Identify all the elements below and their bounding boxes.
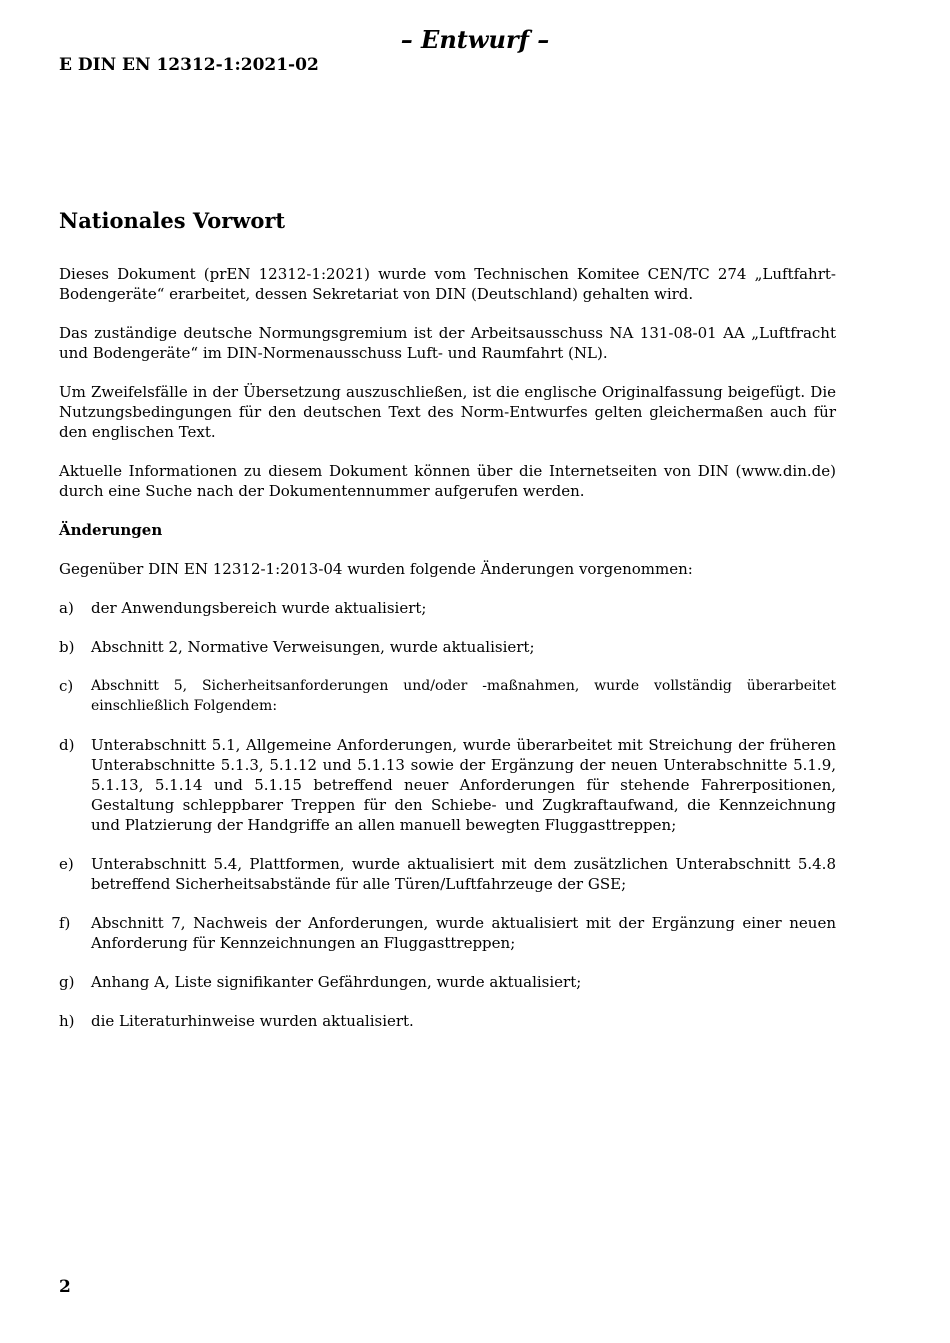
list-item: [59, 854, 836, 894]
list-item: [59, 637, 836, 657]
draft-mark: – Entwurf –: [400, 25, 550, 54]
list-item-text: Abschnitt 7, Nachweis der Anforderungen, wurde aktualisiert mit der Ergänzung einer neuen Anforderung für Kennzeichnungen an Fluggasttreppen;: [91, 914, 836, 952]
page-content: [59, 207, 836, 1050]
list-item: [59, 676, 836, 716]
section-title: Nationales Vorwort: [59, 208, 286, 233]
changes-list: [59, 598, 836, 1031]
list-marker: h): [59, 1012, 75, 1030]
list-marker: c): [59, 677, 74, 695]
list-marker: a): [59, 599, 74, 617]
list-marker: f): [59, 914, 71, 932]
paragraph-committee: Dieses Dokument (prEN 12312-1:2021) wurde vom Technischen Komitee CEN/TC 274 „Luftfahrt-Bodengeräte“ erarbeitet, dessen Sekretariat von DIN (Deutschland) gehalten wird.: [59, 265, 836, 303]
paragraph-current-info: Aktuelle Informationen zu diesem Dokument können über die Internetseiten von DIN (www.din.de) durch eine Suche nach der Dokumentennummer aufgerufen werden.: [59, 462, 836, 500]
list-item-text: Unterabschnitt 5.4, Plattformen, wurde aktualisiert mit dem zusätzlichen Unterabschnitt 5.4.8 betreffend Sicherheitsabstände für alle Türen/Luftfahrzeuge der GSE;: [91, 855, 836, 893]
changes-heading: Änderungen: [59, 521, 163, 539]
list-item-text: die Literaturhinweise wurden aktualisiert.: [91, 1012, 414, 1030]
list-marker: g): [59, 973, 75, 991]
list-item-text: Anhang A, Liste signifikanter Gefährdungen, wurde aktualisiert;: [91, 973, 582, 991]
paragraph-translation: Um Zweifelsfälle in der Übersetzung auszuschließen, ist die englische Originalfassung beigefügt. Die Nutzungsbedingungen für den deutschen Text des Norm-Entwurfes gelten gleichermaßen auch für den englischen Text.: [59, 383, 836, 441]
list-marker: b): [59, 638, 75, 656]
document-id: E DIN EN 12312-1:2021-02: [59, 55, 319, 75]
list-item-text: Unterabschnitt 5.1, Allgemeine Anforderungen, wurde überarbeitet mit Streichung der früheren Unterabschnitte 5.1.3, 5.1.12 und 5.1.13 sowie der Ergänzung der neuen Unterabschnitte 5.1.9, 5.1.13, 5.1.14 und 5.1.15 betreffend neuer Anforderungen für stehende Fahrerpositionen, Gestaltung schleppbarer Treppen für den Schiebe- und Zugkraftaufwand, die Kennzeichnung und Platzierung der Handgriffe an allen manuell bewegten Fluggasttreppen;: [91, 736, 836, 834]
list-item: [59, 735, 836, 835]
list-item: [59, 972, 836, 992]
list-item-text: Abschnitt 5, Sicherheitsanforderungen und/oder -maßnahmen, wurde vollständig überarbeitet einschließlich Folgendem:: [91, 678, 836, 714]
list-item: [59, 913, 836, 953]
paragraph-standards-body: Das zuständige deutsche Normungsgremium ist der Arbeitsausschuss NA 131-08-01 AA „Luftfracht und Bodengeräte“ im DIN-Normenausschuss Luft- und Raumfahrt (NL).: [59, 324, 836, 362]
list-item: [59, 1011, 836, 1031]
list-marker: d): [59, 736, 75, 754]
list-item-text: der Anwendungsbereich wurde aktualisiert;: [91, 599, 427, 617]
list-item-text: Abschnitt 2, Normative Verweisungen, wurde aktualisiert;: [91, 638, 535, 656]
page-number: 2: [59, 1277, 71, 1297]
changes-intro: Gegenüber DIN EN 12312-1:2013-04 wurden folgende Änderungen vorgenommen:: [59, 560, 693, 578]
list-marker: e): [59, 855, 74, 873]
list-item: [59, 598, 836, 618]
